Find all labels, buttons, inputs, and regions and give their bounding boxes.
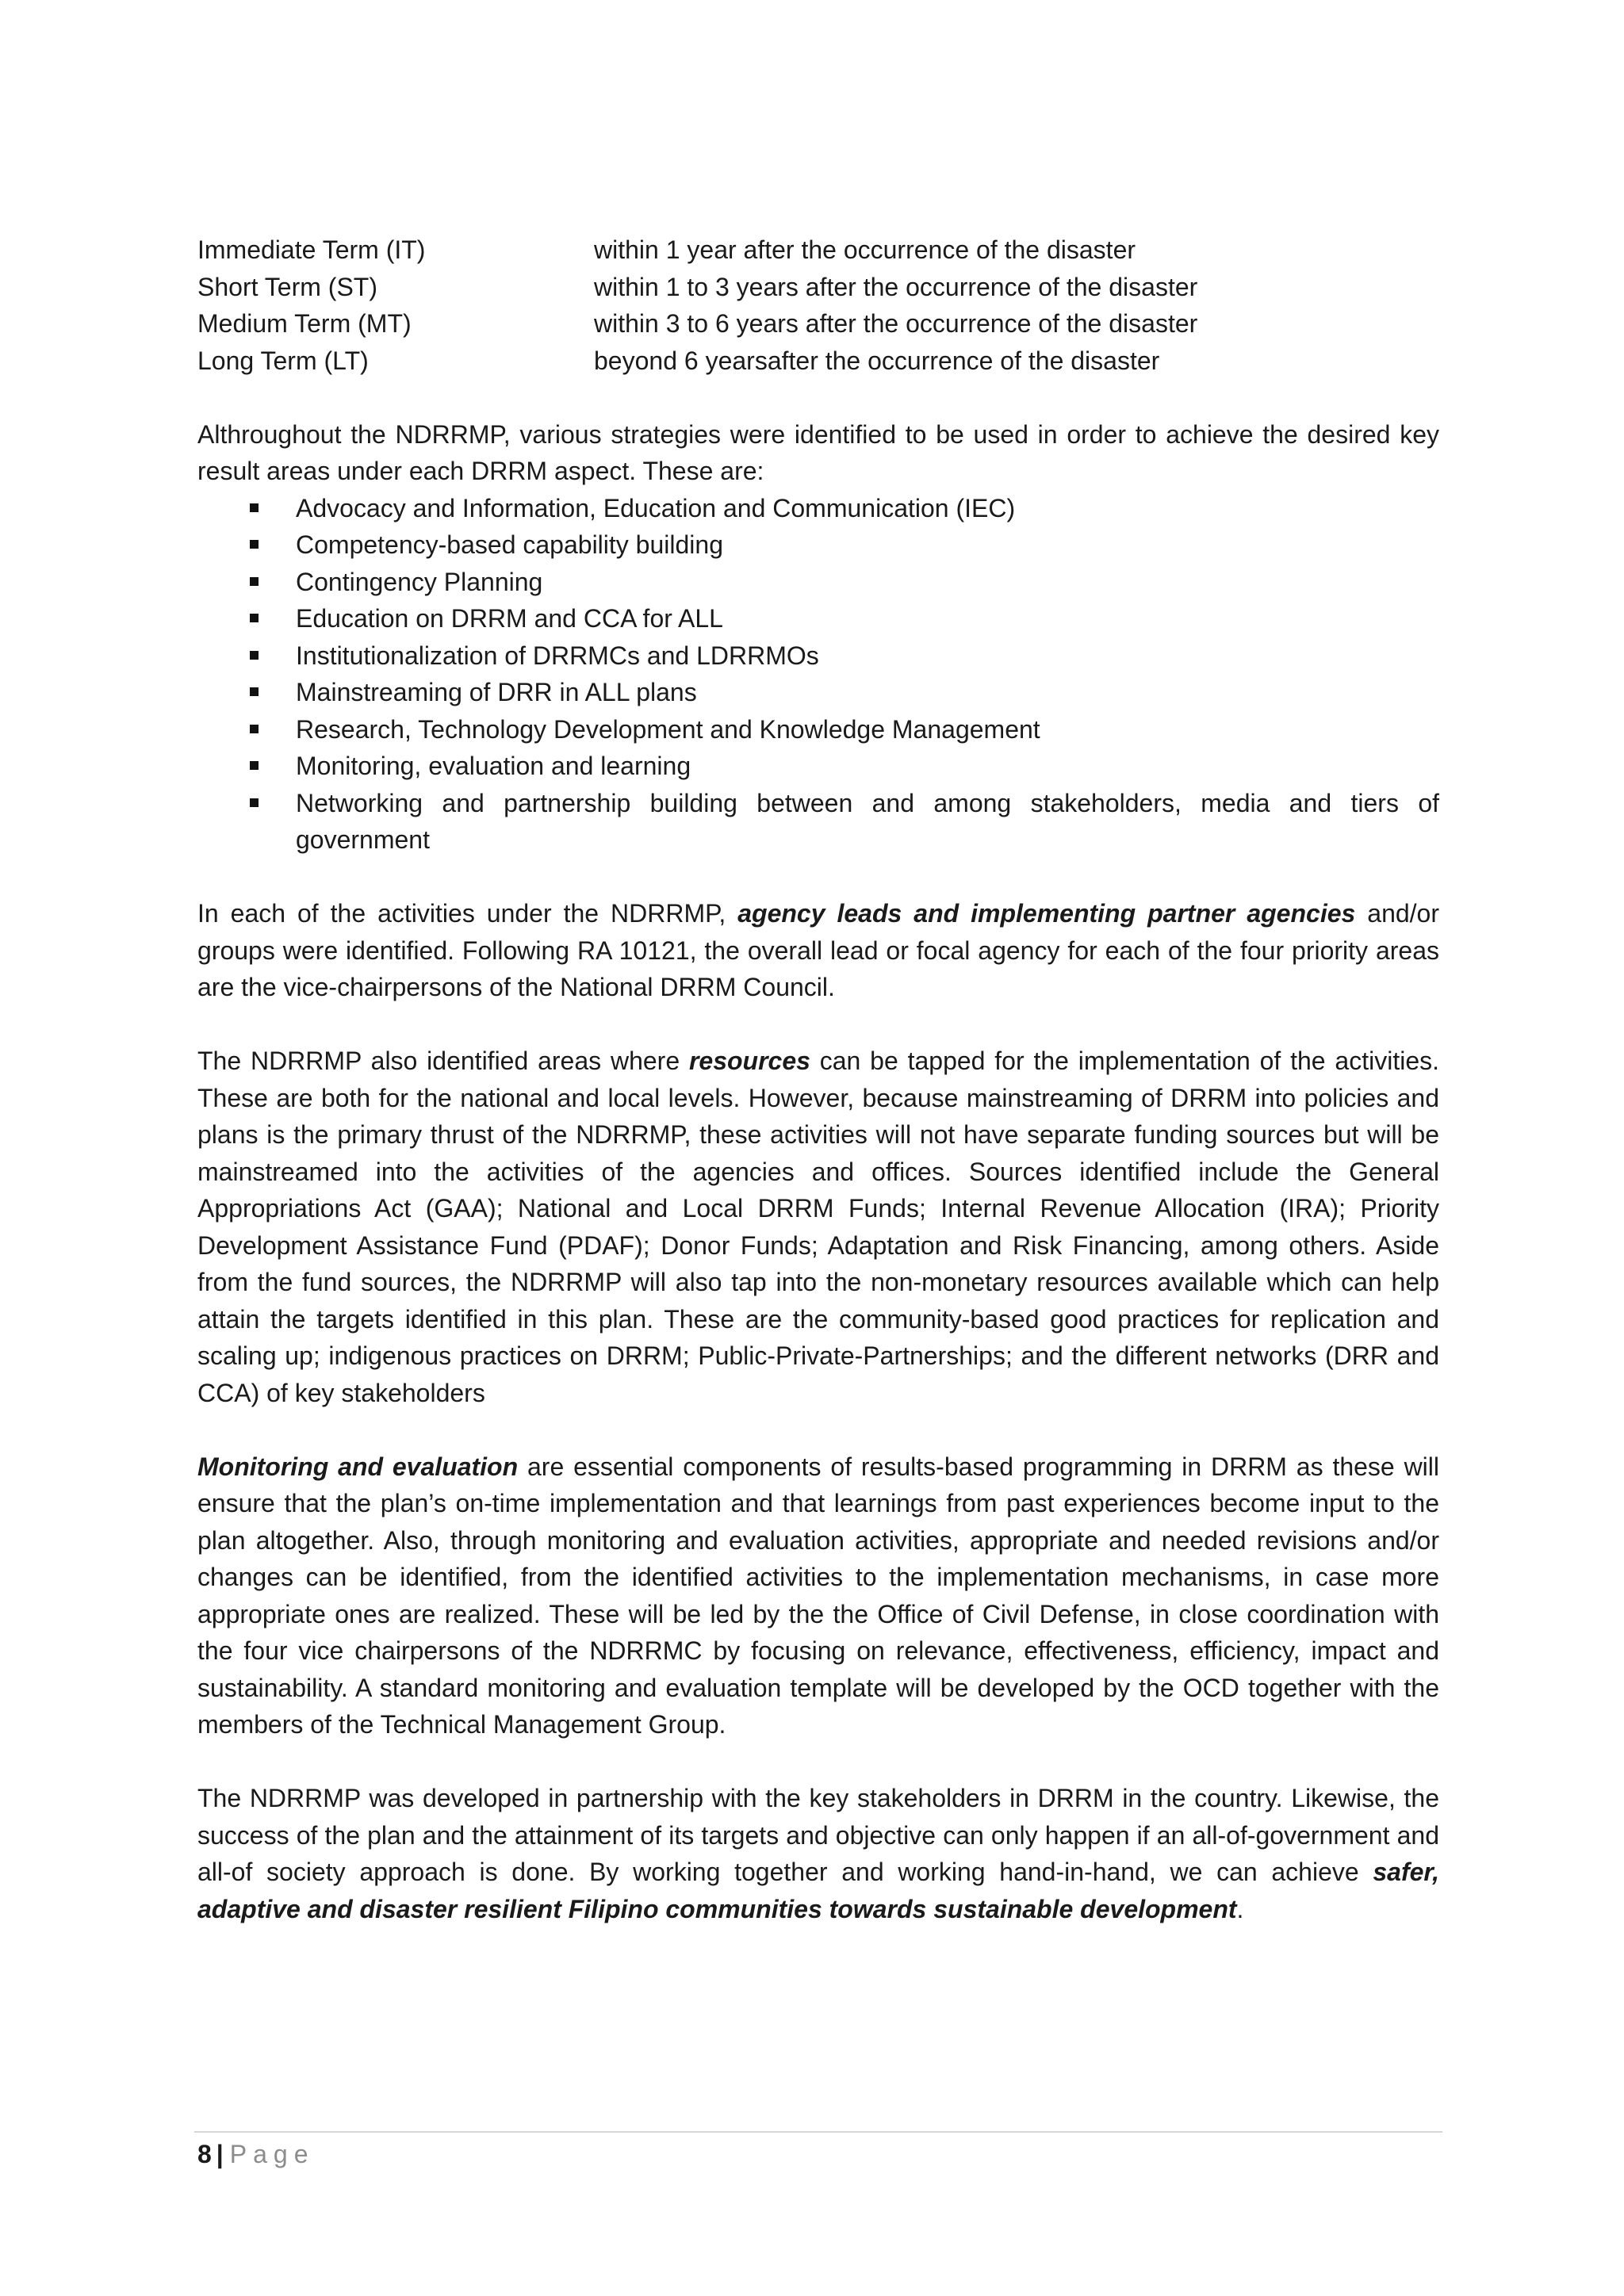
list-item-text: Advocacy and Information, Education and Communication (IEC) — [296, 493, 1016, 522]
list-item-text: Research, Technology Development and Knowledge Management — [296, 714, 1040, 744]
term-row — [197, 269, 1439, 306]
square-bullet-icon — [250, 725, 259, 733]
term-name: Long Term (LT) — [197, 346, 369, 375]
closing-text-before: The NDRRMP was developed in partnership with the key stakeholders in DRRM in the country. Likewise, the success of the plan and the attainment of its targets and objective can only happen if an all-of-government and all-of society approach is done. By working together and working hand-in-hand, we can achieve — [197, 1784, 1439, 1886]
closing-paragraph — [197, 1780, 1439, 1927]
term-row — [197, 305, 1439, 342]
footer-separator: | — [216, 2140, 224, 2168]
list-item — [197, 748, 1439, 785]
agency-text-after: and/or groups were identified. Following RA 10121, the overall lead or focal agency for each of the four priority areas are the vice-chairpersons of the National DRRM Council. — [197, 899, 1440, 1001]
term-definition: within 3 to 6 years after the occurrence of the disaster — [594, 309, 1198, 338]
list-item-text: Competency-based capability building — [296, 530, 723, 559]
term-definition: within 1 to 3 years after the occurrence of the disaster — [594, 272, 1198, 301]
square-bullet-icon — [250, 614, 259, 622]
list-item — [197, 564, 1439, 601]
resources-text-after: can be tapped for the implementation of the activities. These are both for the national and local levels. However, because mainstreaming of DRRM into policies and plans is the primary thrust of the NDRRMP, these activities will not have separate funding sources but will be mainstreamed into the activities of the agencies and offices. Sources identified include the General Appropriations Act (GAA); National and Local DRRM Funds; Internal Revenue Allocation (IRA); Priority Development Assistance Fund (PDAF); Donor Funds; Adaptation and Risk Financing, among others. Aside from the fund sources, the NDRRMP will also tap into the non-monetary resources available which can help attain the targets identified in this plan. These are the community-based good practices for replication and scaling up; indigenous practices on DRRM; Public-Private-Partnerships; and the different networks (DRR and CCA) of key stakeholders — [197, 1047, 1440, 1407]
list-item — [197, 785, 1439, 859]
term-row — [197, 232, 1439, 269]
term-name: Medium Term (MT) — [197, 309, 412, 338]
term-definition: beyond 6 yearsafter the occurrence of the disaster — [594, 346, 1160, 375]
square-bullet-icon — [250, 798, 259, 807]
strategies-list — [197, 490, 1439, 859]
list-item — [197, 600, 1439, 637]
square-bullet-icon — [250, 540, 259, 549]
list-item — [197, 526, 1439, 564]
term-name: Short Term (ST) — [197, 272, 377, 301]
list-item — [197, 637, 1439, 675]
resources-text-before: The NDRRMP also identified areas where — [197, 1047, 689, 1075]
agency-text-before: In each of the activities under the NDRRMP, — [197, 899, 738, 928]
list-item-text: Networking and partnership building between and among stakeholders, media and tiers of government — [296, 788, 1439, 854]
terms-table — [197, 232, 1439, 379]
page-body — [197, 232, 1439, 1927]
page-label: Page — [229, 2140, 315, 2168]
closing-text-after: . — [1236, 1894, 1244, 1923]
term-row — [197, 342, 1439, 380]
square-bullet-icon — [250, 651, 259, 660]
list-item-text: Monitoring, evaluation and learning — [296, 752, 691, 780]
monitoring-text-after: are essential components of results-based programming in DRRM as these will ensure that the plan’s on-time implementation and that learnings from past experiences become input to the plan altogether. Also, through monitoring and evaluation activities, appropriate and needed revisions and/or changes can be identified, from the identified activities to the implementation mechanisms, in case more appropriate ones are realized. These will be led by the the Office of Civil Defense, in close coordination with the four vice chairpersons of the NDRRMC by focusing on relevance, effectiveness, efficiency, impact and sustainability. A standard monitoring and evaluation template will be developed by the OCD together with the members of the Technical Management Group. — [197, 1452, 1440, 1739]
page-number: 8 — [197, 2140, 212, 2168]
list-item-text: Mainstreaming of DRR in ALL plans — [296, 678, 697, 706]
agency-emphasis: agency leads and implementing partner agencies — [737, 899, 1356, 928]
list-item-text: Institutionalization of DRRMCs and LDRRMOs — [296, 641, 819, 670]
square-bullet-icon — [250, 503, 259, 512]
list-item-text: Contingency Planning — [296, 567, 543, 596]
resources-paragraph — [197, 1043, 1439, 1411]
list-item — [197, 711, 1439, 748]
agency-paragraph — [197, 895, 1439, 1006]
monitoring-emphasis: Monitoring and evaluation — [197, 1452, 519, 1481]
list-item — [197, 674, 1439, 711]
square-bullet-icon — [250, 687, 259, 696]
term-name: Immediate Term (IT) — [197, 235, 426, 264]
monitoring-paragraph — [197, 1448, 1439, 1743]
square-bullet-icon — [250, 761, 259, 770]
closing-emphasis: safer, adaptive and disaster resilient Filipino communities towards sustainable development — [197, 1858, 1439, 1923]
list-item — [197, 490, 1439, 527]
term-definition: within 1 year after the occurrence of the disaster — [594, 235, 1136, 264]
square-bullet-icon — [250, 577, 259, 586]
resources-emphasis: resources — [688, 1047, 810, 1075]
list-item-text: Education on DRRM and CCA for ALL — [296, 604, 723, 633]
strategies-intro: Althroughout the NDRRMP, various strategies were identified to be used in order to achieve the desired key result areas under each DRRM aspect. These are: — [197, 419, 1439, 485]
footer-divider — [194, 2131, 1442, 2133]
page-footer — [197, 2136, 314, 2172]
